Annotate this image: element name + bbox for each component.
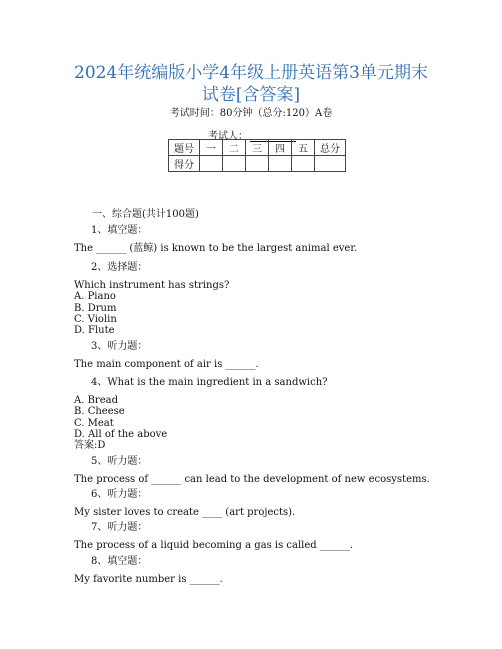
option-c: C. Meat (74, 417, 114, 429)
exam-subtitle: 考试时间：80分钟（总分:120）A卷 (169, 108, 333, 119)
question-line: Which instrument has strings? (74, 280, 230, 292)
question-1 (74, 225, 357, 254)
document-title (40, 62, 462, 106)
question-head: 3、听力题： (91, 341, 148, 352)
score-table-score-row (169, 156, 346, 172)
score-header-cell: 三 (246, 140, 269, 156)
question-line: The process of ______ can lead to the development of new ecosystems. (74, 474, 430, 486)
question-3 (74, 341, 259, 370)
score-header-cell: 总分 (315, 140, 346, 156)
question-head: 6、听力题： (91, 489, 148, 500)
question-head: 5、听力题： (91, 456, 148, 467)
question-5 (74, 456, 430, 485)
score-header-cell: 四 (269, 140, 292, 156)
option-d: D. Flute (74, 325, 115, 337)
score-row-label: 得分 (169, 156, 200, 172)
question-head: 8、填空题： (91, 556, 148, 567)
section-title: 一、综合题(共计100题) (92, 209, 199, 220)
option-a: A. Piano (74, 291, 116, 303)
option-a: A. Bread (74, 395, 118, 407)
question-2 (74, 262, 229, 336)
score-cell (200, 156, 223, 172)
score-cell (292, 156, 315, 172)
score-cell (269, 156, 292, 172)
score-table-header-row (169, 140, 346, 156)
question-8 (74, 556, 223, 585)
examinee-label: 考试人： (208, 131, 248, 142)
score-header-cell: 五 (292, 140, 315, 156)
score-cell (315, 156, 346, 172)
question-head: 7、听力题： (91, 522, 148, 533)
option-b: B. Cheese (74, 406, 125, 418)
option-d: D. All of the above (74, 428, 168, 440)
score-table (168, 139, 346, 172)
question-head: 4、What is the main ingredient in a sandwich? (91, 377, 328, 388)
score-cell (223, 156, 246, 172)
question-line: The main component of air is ______. (74, 359, 259, 371)
question-head: 2、选择题： (91, 262, 148, 273)
option-c: C. Violin (74, 313, 117, 325)
question-line: My sister loves to create ____ (art projects). (74, 507, 296, 519)
question-line: The ______ (蓝鲸) is known to be the largest animal ever. (74, 243, 358, 255)
title-line-1: 2024年统编版小学4年级上册英语第3单元期末 (74, 63, 428, 83)
score-cell (246, 156, 269, 172)
score-header-cell: 题号 (169, 140, 200, 156)
title-line-2: 试卷[含答案] (201, 85, 301, 105)
score-header-cell: 一 (200, 140, 223, 156)
question-4 (74, 377, 328, 451)
question-line: My favorite number is ______. (74, 574, 223, 586)
option-b: B. Drum (74, 302, 117, 314)
question-line: The process of a liquid becoming a gas is called ______. (74, 540, 354, 552)
answer-line: 答案:D (74, 440, 106, 452)
score-header-cell: 二 (223, 140, 246, 156)
question-7 (74, 522, 353, 551)
question-6 (74, 489, 295, 518)
question-head: 1、填空题： (91, 225, 148, 236)
